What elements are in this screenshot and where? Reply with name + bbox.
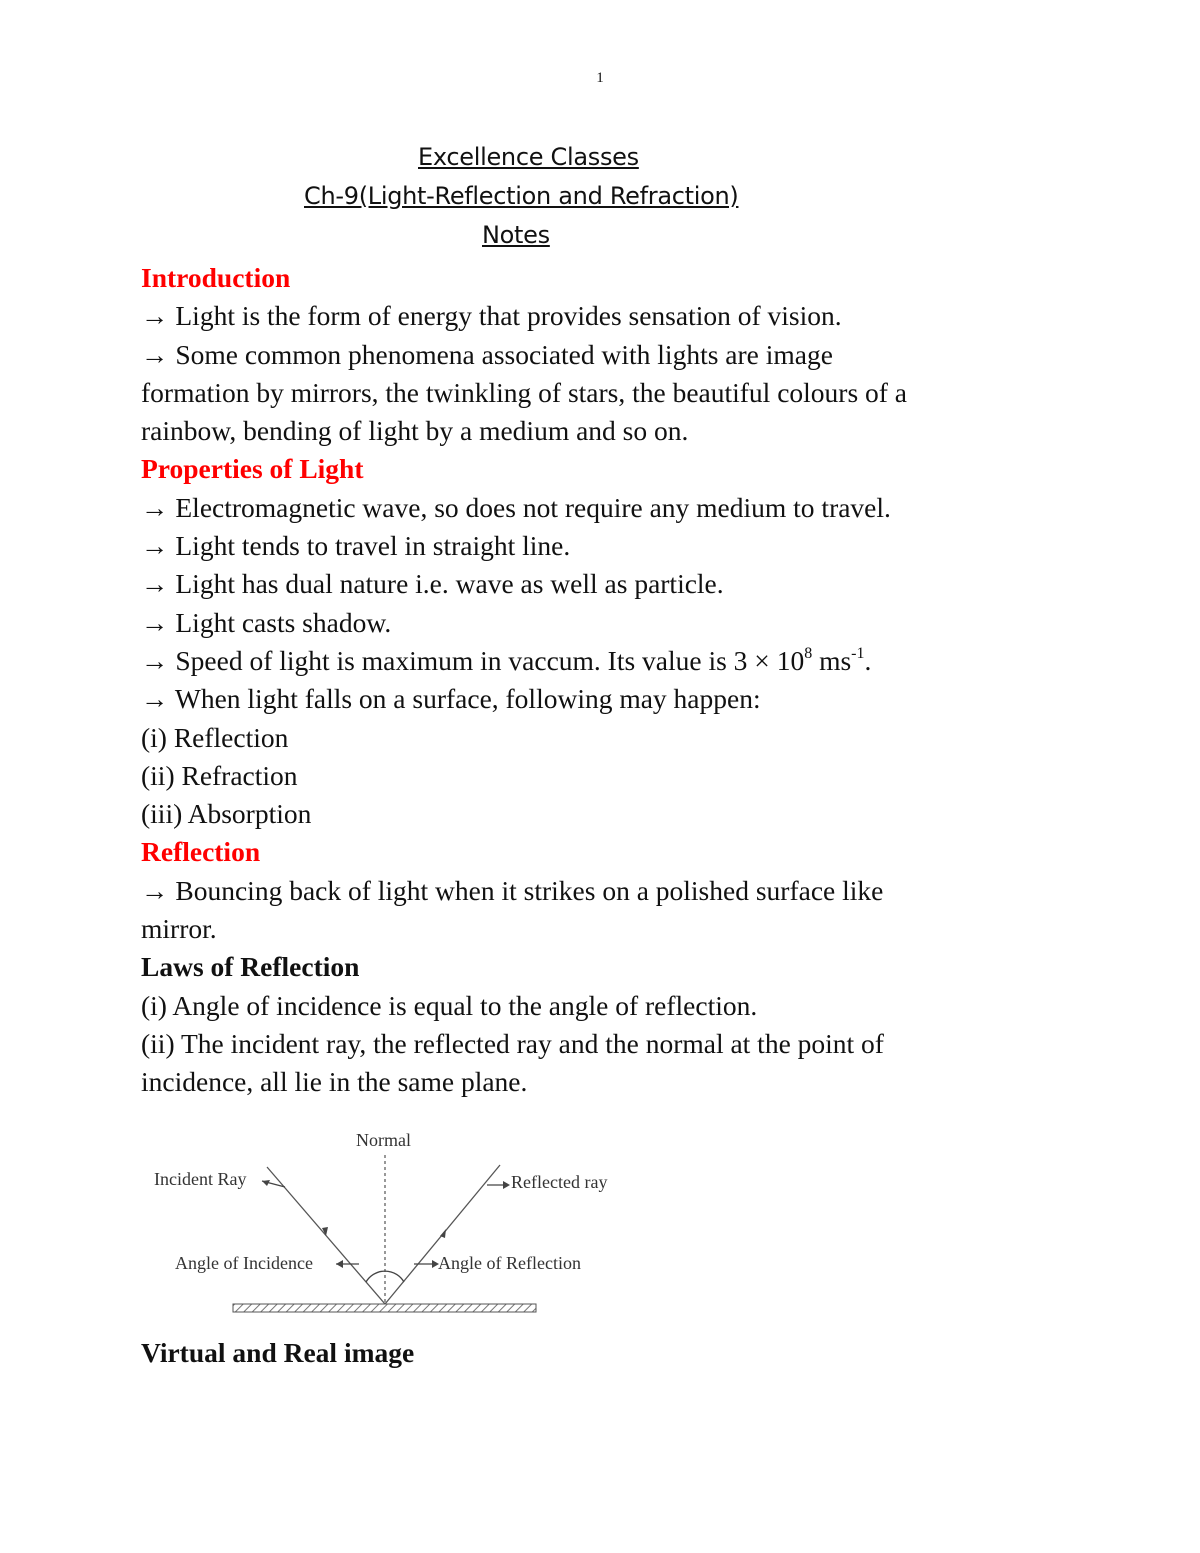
pointer-arrow-icon — [336, 1260, 343, 1268]
property-line: (ii) Refraction — [141, 759, 298, 791]
speed-exponent: 8 — [804, 644, 813, 662]
property-line: → When light falls on a surface, following may happen: — [141, 683, 761, 715]
reflection-diagram — [150, 1125, 630, 1320]
speed-unit: ms — [812, 644, 852, 676]
intro-line: → Some common phenomena associated with lights are image — [141, 338, 833, 370]
incident-ray-label: Incident Ray — [154, 1169, 247, 1189]
property-line: → Electromagnetic wave, so does not require any medium to travel. — [141, 491, 891, 523]
properties-heading: Properties of Light — [141, 453, 364, 485]
intro-line: rainbow, bending of light by a medium and so on. — [141, 415, 689, 447]
normal-label: Normal — [356, 1130, 411, 1150]
chapter-title: Ch-9(Light-Reflection and Refraction) — [304, 182, 739, 210]
law-line: incidence, all lie in the same plane. — [141, 1066, 528, 1098]
page-number: 1 — [596, 70, 604, 86]
institute-title: Excellence Classes — [418, 143, 639, 171]
speed-end: . — [864, 644, 872, 676]
laws-heading: Laws of Reflection — [141, 951, 360, 983]
property-line: → Light tends to travel in straight line. — [141, 530, 571, 562]
property-line: (iii) Absorption — [141, 798, 312, 830]
notes-title: Notes — [482, 221, 550, 249]
reflection-diagram-graphic — [150, 1125, 630, 1320]
property-line: → Light casts shadow. — [141, 606, 392, 638]
intro-line: formation by mirrors, the twinkling of stars, the beautiful colours of a — [141, 376, 908, 408]
property-line: (i) Reflection — [141, 721, 289, 753]
virtual-real-image-heading: Virtual and Real image — [141, 1337, 415, 1368]
unit-exponent: -1 — [851, 644, 865, 662]
notes-body — [141, 259, 1101, 1102]
reflection-line: mirror. — [141, 913, 217, 945]
angle-of-reflection-label: Angle of Reflection — [438, 1253, 581, 1273]
speed-text: → Speed of light is maximum in vaccum. Its value is 3 × 10 — [141, 644, 805, 676]
introduction-heading: Introduction — [141, 262, 291, 293]
reflected-ray-label: Reflected ray — [511, 1172, 608, 1192]
property-line: → Light has dual nature i.e. wave as well as particle. — [141, 568, 724, 600]
reflection-heading: Reflection — [141, 836, 261, 868]
intro-line: → Light is the form of energy that provides sensation of vision. — [141, 300, 842, 332]
mirror-surface — [233, 1304, 536, 1312]
speed-of-light-line — [141, 642, 1101, 680]
reflection-line: → Bouncing back of light when it strikes on a polished surface like — [141, 874, 884, 906]
law-line: (i) Angle of incidence is equal to the angle of reflection. — [141, 989, 758, 1021]
angle-of-incidence-label: Angle of Incidence — [175, 1253, 313, 1273]
pointer-arrow-icon — [503, 1181, 510, 1189]
law-line: (ii) The incident ray, the reflected ray and the normal at the point of — [141, 1027, 884, 1059]
